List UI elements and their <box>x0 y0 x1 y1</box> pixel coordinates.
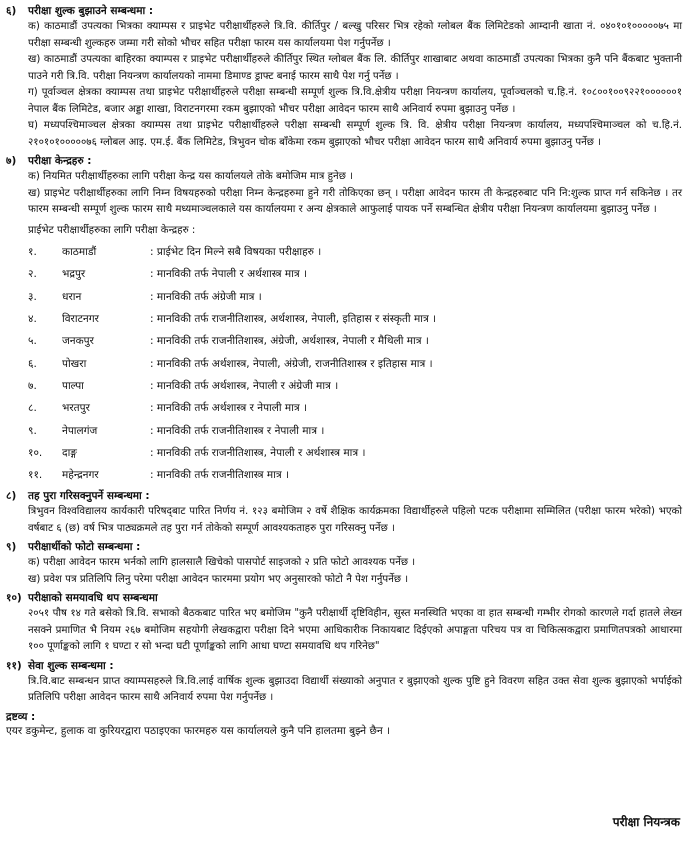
section-time-extension <box>6 591 682 656</box>
row-number: ८. <box>28 402 37 415</box>
center-name: जनकपुर <box>62 335 94 348</box>
row-number: २. <box>28 268 37 281</box>
center-name: महेन्द्रनगर <box>62 469 99 482</box>
clause-a: क) काठमाडौं उपत्यका भित्रका क्याम्पस र प्राइभेट परीक्षार्थीहरुले त्रि.वि. कीर्तिपुर / बल्खु परिसर भित्र रहेको ग्लोबल बैंक लिमिटेडको आम्दानी खाता नं. ०४०१०१०००००७५ मा परीक्षा सम्बन्धी शुल्कहरु जम्मा गरी सोको भौचर सहित परीक्षा फारम यस कार्यालयमा पेश गर्नुपर्नेछ । <box>28 21 682 49</box>
section-title: सेवा शुल्क सम्बन्धमा : <box>28 659 114 672</box>
center-name: दाङ्ग <box>62 446 77 459</box>
center-name: नेपालगंज <box>62 424 98 437</box>
section-exam-fee <box>6 4 682 151</box>
row-number: ४. <box>28 313 37 326</box>
center-subjects: : मानविकी तर्फ राजनीतिशास्त्र र नेपाली मात्र । <box>150 424 325 437</box>
row-number: १०. <box>28 446 43 459</box>
signature: परीक्षा नियन्त्रक <box>612 815 680 829</box>
center-subjects: : प्राईभेट दिन मिल्ने सबै विषयका परीक्षाहरु । <box>150 246 322 259</box>
section-number: ७) <box>6 155 17 167</box>
row-number: ११. <box>28 469 43 482</box>
section-number: १०) <box>6 592 22 605</box>
clause-c: ग) पूर्वाञ्चल क्षेत्रका क्याम्पस तथा प्राइभेट परीक्षार्थीहरुले परीक्षा सम्बन्धी सम्पूर्ण शुल्क त्रि.वि.क्षेत्रीय परीक्षा नियन्त्रण कार्यालय, पूर्वाञ्चलको च.हि.नं. १०८००१००९२२१००००००१ नेपाल बैंक लिमिटेड, बजार अड्डा शाखा, विराटनगरमा रकम बुझाएको भौचर परीक्षा आवेदन फारम साथै अनिवार्य रुपमा बुझाउनु पर्नेछ । <box>28 87 682 115</box>
section-exam-centers <box>6 154 682 486</box>
table-row <box>28 308 682 330</box>
notice-block <box>6 710 682 739</box>
center-subjects: : मानविकी तर्फ राजनीतिशास्त्र, अर्थशास्त्र, नेपाली, इतिहास र संस्कृती मात्र । <box>150 313 437 326</box>
center-subjects: : मानविकी तर्फ राजनीतिशास्त्र, नेपाली र अर्थशास्त्र मात्र । <box>150 446 366 459</box>
section-title: परीक्षा केन्द्रहरु : <box>28 155 92 167</box>
notice-text: एयर डकुमेन्ट, हुलाक वा कुरियरद्वारा पठाइएका फारमहरु यस कार्यालयले कुनै पनि हालतमा बुझ्ने छैन । <box>6 724 390 737</box>
center-name: भरतपुर <box>62 402 90 415</box>
row-number: ९. <box>28 424 37 437</box>
center-subjects: : मानविकी तर्फ अर्थशास्त्र र नेपाली मात्र । <box>150 402 308 415</box>
table-row <box>28 352 682 374</box>
section-text: २०५१ पौष १४ गते बसेको त्रि.वि. सभाको बैठकबाट पारित भए बमोजिम "कुनै परीक्षार्थी दृष्टिविहीन, सुस्त मनस्थिति भएका वा हात सम्बन्धी गम्भीर रोगको कारणले गर्दा हातले लेख्न नसक्ने प्रमाणित भै नियम २६७ बमोजिम सहयोगी लेखकद्वारा परीक्षा दिने भएमा आधिकारीक निकायबाट दिईएको अपाङ्गता परिचय पत्र वा चिकित्सकद्वारा प्रमाणितपत्रको आधारमा १०० पूर्णाङ्कको लागि १ घण्टा र सो भन्दा घटी पूर्णाङ्कको लागि आधा घण्टा समयावधि थप गरिनेछ" <box>28 608 682 653</box>
table-row <box>28 241 682 263</box>
table-row <box>28 286 682 308</box>
clause-b: ख) प्राइभेट परीक्षार्थीहरुका लागि निम्न विषयहरुको परीक्षा निम्न केन्द्रहरुमा हुने गरी तोकिएका छन् । परीक्षा आवेदन फारम ती केन्द्रहरुबाट पनि नि:शुल्क प्राप्त गर्न सकिनेछ । तर फारम सम्बन्धी सम्पूर्ण शुल्क फारम साथै मध्यमाञ्चलकाले यस कार्यालयमा र अन्य क्षेत्रकाले आफुलाई पायक पर्ने सम्बन्धित क्षेत्रीय परीक्षा नियन्त्रण कार्यालयमा बुझाउनु पर्नेछ । <box>28 187 682 215</box>
center-subjects: : मानविकी तर्फ नेपाली र अर्थशास्त्र मात्र । <box>150 268 308 281</box>
center-name: विराटनगर <box>62 313 99 326</box>
section-number: ९) <box>6 541 17 554</box>
section-number: ११) <box>6 659 22 672</box>
row-number: ३. <box>28 290 37 303</box>
section-title: तह पुरा गरिसक्नुपर्ने सम्बन्धमा : <box>28 490 150 503</box>
row-number: ६. <box>28 357 37 370</box>
center-subjects: : मानविकी तर्फ अर्थशास्त्र, नेपाली र अंग्रेजी मात्र । <box>150 379 339 392</box>
center-name: पाल्पा <box>62 379 84 392</box>
center-table-title: प्राईभेट परीक्षार्थीहरुका लागि परीक्षा केन्द्रहरु : <box>28 224 196 236</box>
row-number: ५. <box>28 335 37 348</box>
center-table <box>6 241 682 486</box>
row-number: १. <box>28 246 37 259</box>
clause-a: क) परीक्षा आवेदन फारम भर्नको लागि हालसालै खिचेको पासपोर्ट साइजको २ प्रति फोटो आवश्यक पर्नेछ । <box>28 557 416 569</box>
clause-d: घ) मध्यपश्चिमाञ्चल क्षेत्रका क्याम्पस तथा प्राइभेट परीक्षार्थीहरुले परीक्षा सम्बन्धी सम्पूर्ण शुल्क त्रि. वि. क्षेत्रीय परीक्षा नियन्त्रण कार्यालय, मध्यपश्चिमाञ्चल को च.हि.नं. २१०१०१०००००७६ ग्लोबल आइ. एम.ई. बैंक लिमिटेड, त्रिभुवन चोक बाँकेमा रकम बुझाएको भौचर परीक्षा आवेदन फारम साथै अनिवार्य रुपमा बुझाउनु पर्नेछ । <box>28 120 682 148</box>
center-name: धरान <box>62 290 82 303</box>
section-number: ८) <box>6 490 17 503</box>
row-number: ७. <box>28 379 37 392</box>
section-number: ६) <box>6 5 17 17</box>
section-level-completion <box>6 489 682 537</box>
clause-b: ख) प्रवेश पत्र प्रतिलिपि लिनु परेमा परीक्षा आवेदन फारममा प्रयोग भए अनुसारको फोटो नै पेश गर्नुपर्नेछ । <box>28 573 409 585</box>
section-service-fee <box>6 659 682 707</box>
center-subjects: : मानविकी तर्फ अंग्रेजी मात्र । <box>150 290 262 303</box>
center-subjects: : मानविकी तर्फ राजनीतिशास्त्र, अंग्रेजी, अर्थशास्त्र, नेपाली र मैथिली मात्र । <box>150 335 429 348</box>
center-name: भद्रपुर <box>62 268 86 281</box>
clause-a: क) नियमित परीक्षार्थीहरुका लागि परीक्षा केन्द्र यस कार्यालयले तोके बमोजिम मात्र हुनेछ । <box>28 171 353 182</box>
table-row <box>28 263 682 285</box>
notice-title: द्रष्टव्य : <box>6 710 36 723</box>
section-title: परीक्षार्थीको फोटो सम्बन्धमा : <box>28 541 141 554</box>
table-row <box>28 375 682 397</box>
center-subjects: : मानविकी तर्फ अर्थशास्त्र, नेपाली, अंग्रेजी, राजनीतिशास्त्र र इतिहास मात्र । <box>150 357 433 370</box>
center-subjects: : मानविकी तर्फ राजनीतिशास्त्र मात्र । <box>150 469 290 482</box>
section-text: त्रि.वि.बाट सम्बन्धन प्राप्त क्याम्पसहरुले त्रि.वि.लाई वार्षिक शुल्क बुझाउदा विद्यार्थी संख्याको अनुपात र बुझाएको शुल्क पुष्टि हुने विवरण सहित उक्त सेवा शुल्क बुझाएको भर्पाईको प्रतिलिपि परीक्षा आवेदन फारम साथै अनिवार्य रुपमा पेश गर्नुपर्नेछ । <box>28 675 682 704</box>
center-name: पोखरा <box>62 357 87 370</box>
table-row <box>28 330 682 352</box>
section-title: परीक्षा शुल्क बुझाउने सम्बन्धमा : <box>28 5 154 17</box>
center-name: काठमाडौं <box>62 246 97 259</box>
table-row <box>28 464 682 486</box>
table-row <box>28 397 682 419</box>
clause-b: ख) काठमाडौं उपत्यका बाहिरका क्याम्पस र प्राइभेट परीक्षार्थीहरुले कीर्तिपुर स्थित ग्लोबल बैंक लि. कीर्तिपुर शाखाबाट अथवा काठमाडौं उपत्यका भित्रका कुनै पनि बैंकबाट भुक्तानी पाउने गरी त्रि.वि. परीक्षा नियन्त्रण कार्यालयको नाममा डिमाण्ड ड्राफ्ट बनाई फारम साथै पेश गर्नु पर्नेछ । <box>28 54 682 82</box>
section-text: त्रिभुवन विश्वविद्यालय कार्यकारी परिषद्‌बाट पारित निर्णय नं. १२३ बमोजिम २ वर्षे शैक्षिक कार्यक्रमका विद्यार्थीहरुले पहिलो पटक परीक्षामा सम्मिलित (परीक्षा फारम भरेको) भएको वर्षबाट ६ (छ) वर्ष भित्र पाठ्यक्रमले तह पुरा गर्न तोकेको सम्पूर्ण आवश्यकताहरु पुरा गरिसक्नु पर्नेछ । <box>28 506 682 534</box>
section-title: परीक्षाको समयावधि थप सम्बन्धमा <box>28 592 158 605</box>
table-row <box>28 442 682 464</box>
section-photo <box>6 540 682 588</box>
table-row <box>28 419 682 441</box>
